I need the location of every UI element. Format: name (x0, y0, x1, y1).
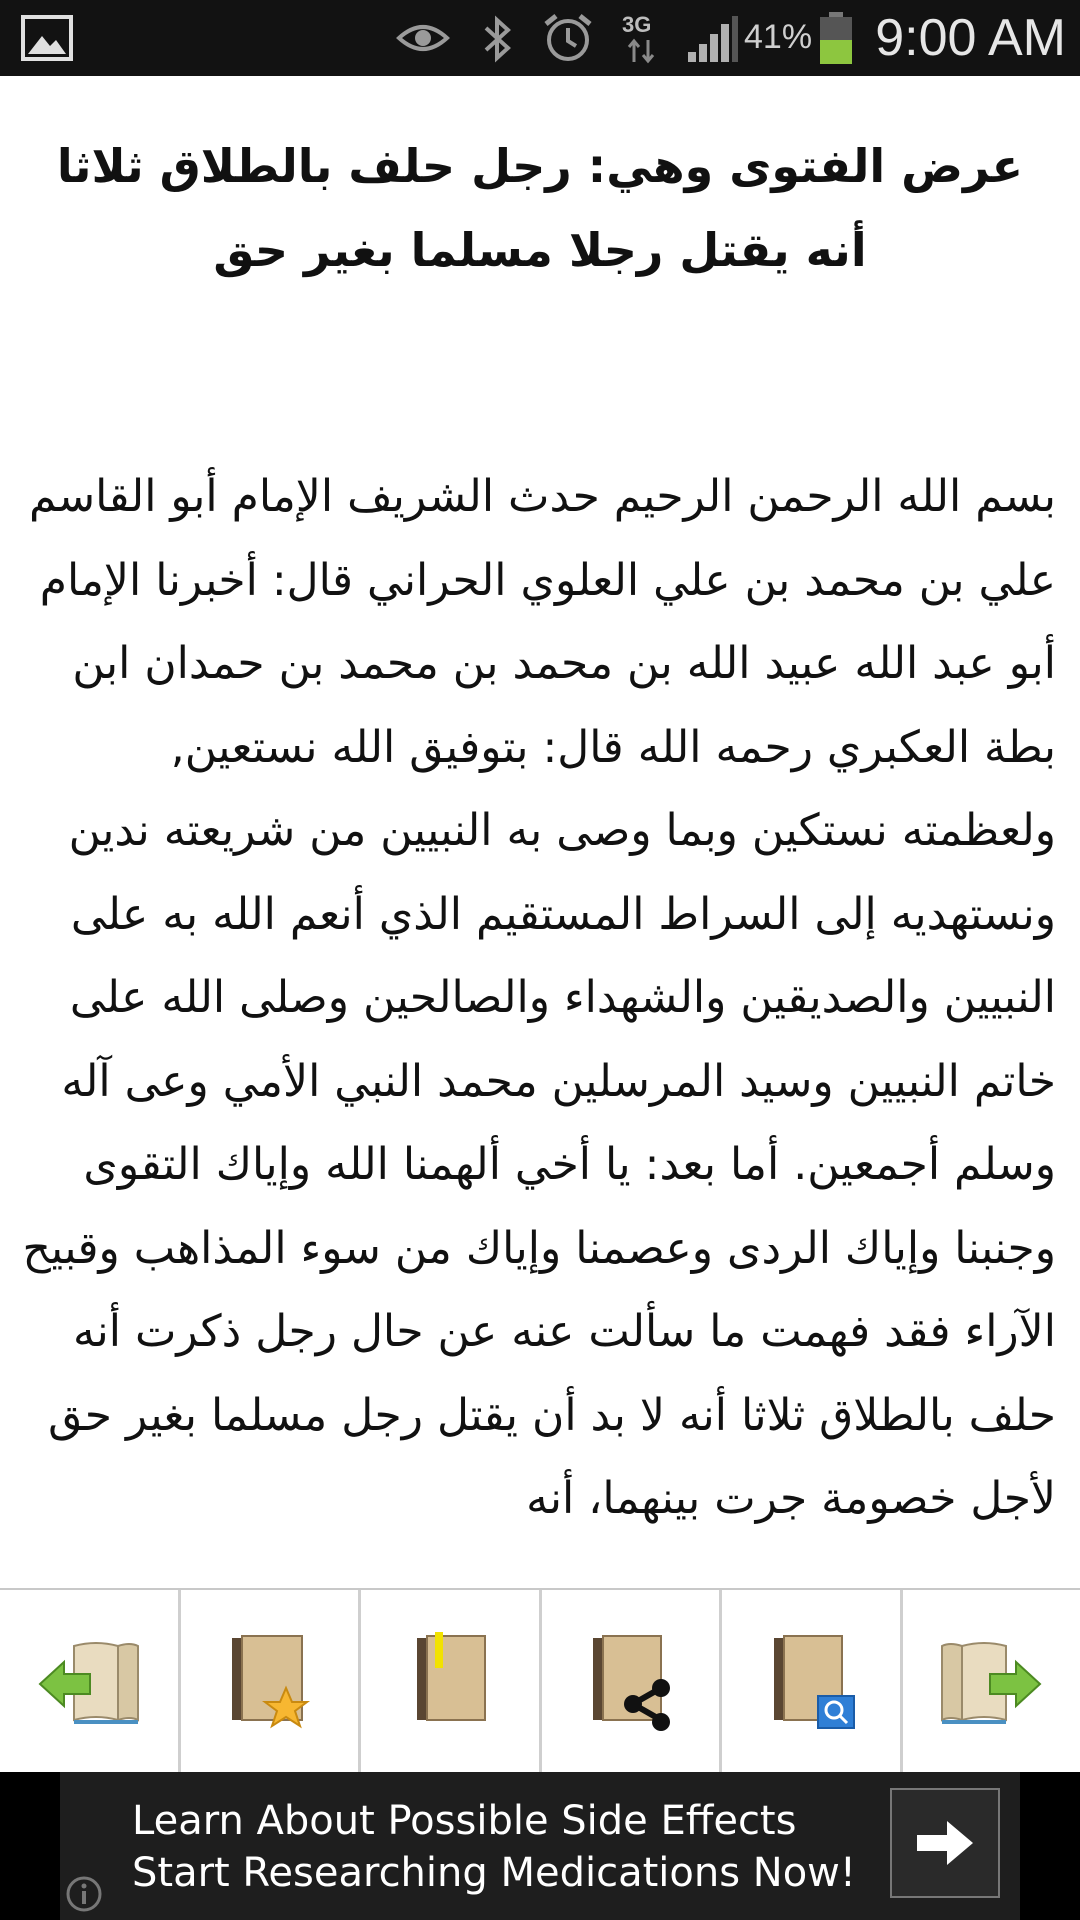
ad-arrow-button[interactable] (890, 1788, 1000, 1898)
book-arrow-left-icon (34, 1626, 144, 1736)
signal-icon (686, 14, 740, 64)
favorites-button[interactable] (181, 1590, 362, 1772)
book-search-icon (756, 1626, 866, 1736)
bluetooth-icon (480, 14, 514, 64)
alarm-icon (542, 12, 594, 64)
data-arrows-icon (626, 38, 656, 64)
book-star-icon (214, 1626, 324, 1736)
bookmark-button[interactable] (361, 1590, 542, 1772)
network-type: 3G (622, 12, 652, 37)
search-button[interactable] (722, 1590, 903, 1772)
article-title: عرض الفتوى وهي: رجل حلف بالطلاق ثلاثا أنه يقتل رجلا مسلما بغير حق (56, 139, 1024, 277)
book-share-icon (575, 1626, 685, 1736)
status-bar (0, 0, 1080, 76)
battery-icon (818, 10, 854, 66)
book-arrow-right-icon (936, 1626, 1046, 1736)
arrow-right-icon (913, 1815, 977, 1871)
ad-content[interactable] (60, 1772, 1020, 1920)
eye-icon (396, 20, 450, 56)
gallery-icon (20, 14, 74, 62)
ad-subline[interactable]: Start Researching Medications Now! (132, 1850, 856, 1896)
network-indicator (620, 10, 664, 66)
article-body: بسم الله الرحمن الرحيم حدث الشريف الإمام أبو القاسم علي بن محمد بن علي العلوي الحراني قال: أخبرنا الإمام أبو عبد الله عبيد الله بن محمد بن محمد بن حمدان ابن بطة العكبري رحمه الله قال: بتوفيق الله نستعين, ولعظمته نستكين وبما وصى به النبيين من شريعته ندين ونستهديه إلى السراط المستقيم الذي أنعم الله به على النبيين والصديقين والشهداء والصالحين وصلى الله على خاتم النبيين وسيد المرسلين محمد النبي الأمي وعى آله وسلم أجمعين. أما بعد: يا أخي ألهمنا الله وإياك التقوى وجنبنا وإياك الردى وعصمنا وإياك من سوء المذاهب وقبيح الآراء فقد فهمت ما سألت عنه عن حال رجل ذكرت أنه حلف بالطلاق ثلاثا أنه لا بد أن يقتل رجل مسلما بغير حق لأجل خصومة جرت بينهما، أنه (22, 471, 1056, 1524)
book-bookmark-icon (395, 1626, 505, 1736)
ad-headline[interactable]: Learn About Possible Side Effects (132, 1798, 797, 1844)
share-button[interactable] (542, 1590, 723, 1772)
ad-banner[interactable] (0, 1772, 1080, 1920)
previous-button[interactable] (0, 1590, 181, 1772)
battery-percent: 41% (744, 18, 813, 56)
clock: 9:00 AM (875, 9, 1066, 67)
next-button[interactable] (903, 1590, 1080, 1772)
bottom-toolbar (0, 1588, 1080, 1774)
info-icon[interactable] (64, 1874, 104, 1914)
